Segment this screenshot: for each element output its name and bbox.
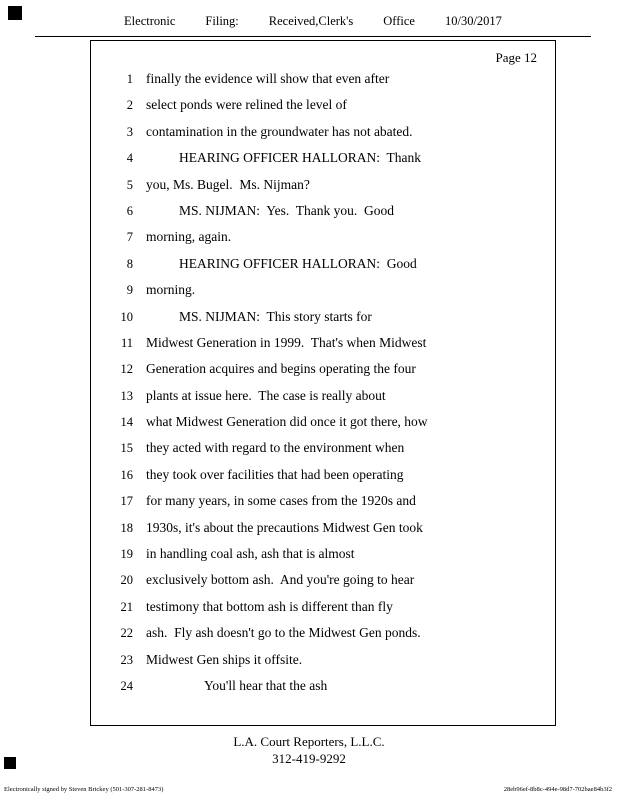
reporter-footer (0, 733, 618, 767)
line-text: plants at issue here. The case is really about (146, 387, 386, 403)
transcript-line (91, 676, 555, 702)
transcript-line (91, 544, 555, 570)
filing-header-segment: Electronic (124, 14, 176, 28)
line-number: 11 (120, 335, 133, 350)
line-number: 10 (120, 309, 133, 324)
line-number: 1 (126, 72, 133, 86)
electronic-signature-text: Electronically signed by Steven Brickey (501-307-281-8473) (4, 786, 164, 793)
line-text: you, Ms. Bugel. Ms. Nijman? (146, 176, 310, 192)
line-number: 21 (120, 599, 133, 614)
transcript-line (91, 570, 555, 596)
line-number: 13 (120, 388, 133, 403)
line-text: exclusively bottom ash. And you're going to hear (146, 572, 415, 588)
transcript-line (91, 307, 555, 333)
transcript-line (91, 280, 555, 306)
transcript-page-box (90, 40, 556, 726)
line-number: 20 (120, 573, 133, 588)
line-text: morning, again. (146, 229, 232, 245)
line-number: 5 (126, 177, 133, 192)
line-number: 14 (120, 415, 133, 430)
line-number: 16 (120, 467, 133, 482)
line-text: You'll hear that the ash (204, 677, 328, 693)
line-text: MS. NIJMAN: This story starts for (179, 308, 372, 324)
line-text: Generation acquires and begins operating the four (146, 361, 416, 377)
line-number: 17 (120, 494, 133, 509)
page-number-label: Page 12 (495, 50, 537, 65)
transcript-line (91, 333, 555, 359)
transcript-lines (91, 69, 555, 702)
line-number: 3 (126, 124, 133, 139)
line-text: HEARING OFFICER HALLORAN: Thank (179, 150, 421, 166)
line-text: contamination in the groundwater has not abated. (146, 123, 413, 139)
transcript-line (91, 438, 555, 464)
reporter-phone: 312-419-9292 (272, 751, 346, 766)
filing-header-segment: Received,Clerk's (268, 14, 354, 28)
line-text: select ponds were relined the level of (146, 97, 347, 113)
line-number: 12 (120, 362, 133, 377)
transcript-line (91, 201, 555, 227)
filing-header-segment: 10/30/2017 (444, 14, 502, 28)
line-text: Midwest Gen ships it offsite. (146, 651, 303, 667)
transcript-line (91, 69, 555, 95)
line-text: MS. NIJMAN: Yes. Thank you. Good (179, 202, 395, 218)
line-text: HEARING OFFICER HALLORAN: Good (179, 255, 417, 271)
line-number: 15 (120, 441, 133, 456)
transcript-line (91, 95, 555, 121)
line-text: morning. (146, 282, 196, 298)
line-text: finally the evidence will show that even after (146, 71, 390, 86)
filing-header-segment: Office (383, 14, 415, 28)
filing-header-segment: Filing: (205, 14, 239, 28)
line-text: what Midwest Generation did once it got there, how (146, 414, 428, 430)
document-hash-text: 28eb96ef-8b8c-494e-98d7-702bae84b3f2 (503, 786, 612, 793)
line-number: 19 (120, 547, 133, 562)
line-text: for many years, in some cases from the 1920s and (146, 493, 416, 509)
transcript-line (91, 254, 555, 280)
line-number: 9 (126, 283, 133, 298)
line-number: 23 (120, 652, 133, 667)
line-number: 4 (126, 151, 133, 166)
transcript-line (91, 465, 555, 491)
line-number: 18 (120, 520, 133, 535)
line-text: they acted with regard to the environment when (146, 440, 405, 456)
line-number: 8 (126, 256, 133, 271)
transcript-line (91, 518, 555, 544)
line-number: 22 (120, 626, 133, 641)
transcript-line (91, 359, 555, 385)
line-number: 7 (126, 230, 133, 245)
line-text: 1930s, it's about the precautions Midwest Gen took (146, 519, 423, 535)
transcript-line (91, 623, 555, 649)
reporter-company: L.A. Court Reporters, L.L.C. (233, 734, 385, 749)
transcript-line (91, 386, 555, 412)
transcript-line (91, 650, 555, 676)
line-number: 2 (126, 98, 133, 113)
transcript-line (91, 491, 555, 517)
line-text: ash. Fly ash doesn't go to the Midwest Gen ponds. (146, 625, 421, 641)
transcript-line (91, 175, 555, 201)
line-text: testimony that bottom ash is different than fly (146, 598, 393, 614)
transcript-line (91, 412, 555, 438)
transcript-line (91, 227, 555, 253)
signature-bar (0, 786, 618, 793)
filing-header (35, 14, 591, 37)
transcript-line (91, 148, 555, 174)
registration-mark-top-left (8, 6, 22, 20)
line-number: 24 (120, 678, 133, 693)
transcript-line (91, 122, 555, 148)
line-text: Midwest Generation in 1999. That's when Midwest (146, 334, 427, 350)
line-number: 6 (126, 203, 133, 218)
transcript-line (91, 597, 555, 623)
line-text: they took over facilities that had been operating (146, 466, 404, 482)
line-text: in handling coal ash, ash that is almost (146, 546, 355, 562)
